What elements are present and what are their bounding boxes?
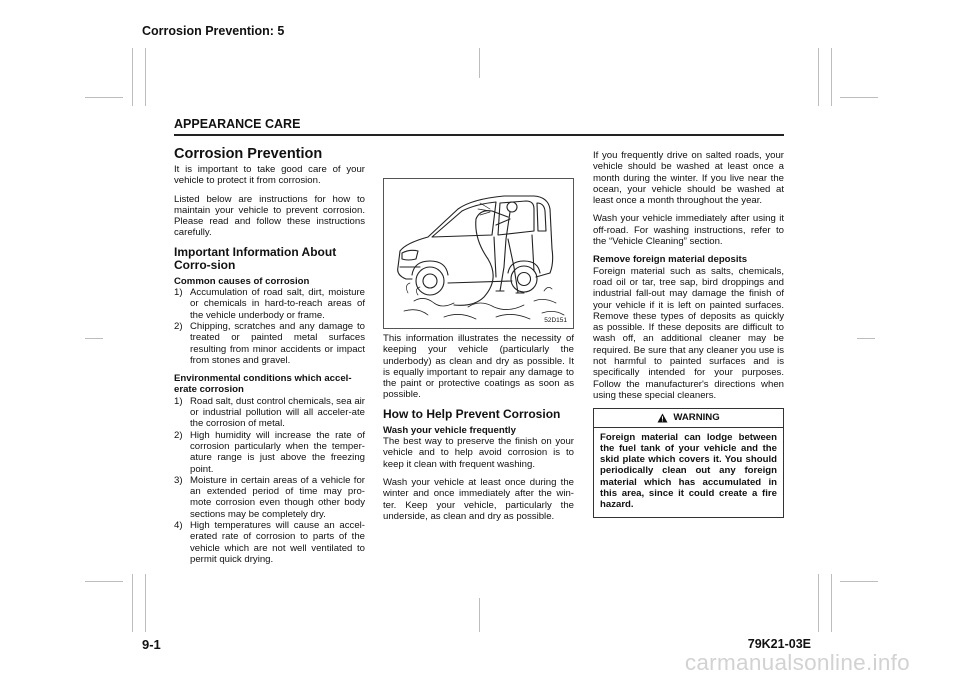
list-item: 2) Chipping, scratches and any damage to treated or painted metal surfaces resulting from minor accidents or impact from stones and gravel.: [174, 320, 365, 366]
watermark: carmanualsonline.info: [684, 650, 910, 675]
page-title: Corrosion Prevention: [174, 146, 323, 162]
remove-deposits-heading: Remove foreign material deposits: [593, 254, 748, 266]
document-code: 79K21-03E: [747, 637, 811, 651]
section-header: APPEARANCE CARE: [174, 117, 301, 131]
column-3: [593, 150, 784, 518]
common-causes-heading: Common causes of corrosion: [174, 275, 310, 287]
wash-heading: Wash your vehicle frequently: [383, 424, 516, 436]
car-washing-illustration: [383, 178, 574, 329]
car-wash-drawing: [384, 179, 573, 328]
crop-mark: [132, 574, 133, 632]
crop-mark: [479, 48, 480, 78]
warning-label: WARNING: [673, 412, 720, 424]
environmental-heading: Environmental conditions which accel-erate corrosion: [174, 373, 352, 396]
header-rule: [174, 134, 784, 136]
common-causes-list: [174, 287, 365, 366]
list-item: 1) Road salt, dust control chemicals, sea air or industrial pollution will all acceler-ate the corrosion of metal.: [174, 395, 365, 430]
list-item: 1) Accumulation of road salt, dirt, moisture or chemicals in hard-to-reach areas of the vehicle underbody or frame.: [174, 287, 365, 321]
off-road-paragraph: Wash your vehicle immediately after using it off-road. For washing instructions, refer to the “Vehicle Cleaning” section.: [593, 213, 784, 248]
crop-mark: [840, 581, 878, 582]
crop-mark: [840, 97, 878, 98]
list-item: 2) High humidity will increase the rate of corrosion particularly when the temper-ature range is just above the freezing point.: [174, 429, 365, 475]
salted-roads-paragraph: If you frequently drive on salted roads, your vehicle should be washed at least once a month during the winter. If you live near the ocean, your vehicle should be washed at least once a month throughout the year.: [593, 150, 784, 207]
important-info-heading: Important Information About Corro-sion: [174, 244, 337, 272]
wash-paragraph: The best way to preserve the finish on your vehicle and to help avoid corrosion is to keep it clean with frequent washing.: [383, 436, 574, 470]
page-number: 9-1: [142, 637, 161, 652]
environmental-list: [174, 396, 365, 565]
warning-box: [593, 408, 784, 517]
crop-mark: [831, 48, 832, 106]
figure-caption: This information illustrates the necessity of keeping your vehicle (particularly the underbody) as clean and dry as possible. It is equally important to repair any damage to the paint or protective coatings as soon as possible.: [383, 333, 574, 401]
crop-mark: [132, 48, 133, 106]
crop-mark: [85, 338, 103, 339]
list-item: 3) Moisture in certain areas of a vehicle for an extended period of time may pro-mote corrosion even though other body sections may be completely dry.: [174, 474, 365, 520]
crop-mark: [145, 574, 146, 632]
crop-mark: [818, 574, 819, 632]
figure-code: 52D151: [544, 316, 567, 324]
list-item: 4) High temperatures will cause an accel-erated rate of corrosion to parts of the vehicle which are not well ventilated to permit quick drying.: [174, 520, 365, 565]
warning-triangle-icon: [657, 413, 668, 423]
crop-mark: [145, 48, 146, 106]
column-2: [383, 178, 574, 529]
intro-paragraph: It is important to take good care of your vehicle to protect it from corrosion.: [174, 164, 365, 187]
warning-text: Foreign material can lodge between the fuel tank of your vehicle and the skid plate which covers it. You should periodically clean out any foreign material which has accumulated in this area, since it could create a fire hazard.: [600, 431, 777, 511]
running-header: Corrosion Prevention: 5: [142, 24, 285, 38]
crop-mark: [831, 574, 832, 632]
remove-deposits-paragraph: Foreign material such as salts, chemicals, road oil or tar, tree sap, bird droppings and industrial fall-out may damage the finish of your vehicle if it is left on painted surfaces. Remove these types of deposits as quickly as possible. If these deposits are difficult to wash off, an additional cleaner may be required. Be sure that any cleaner you use is not harmful to painted surfaces and is specifically intended for your purposes. Follow the manufacturer's directions when using these special cleaners.: [593, 265, 784, 401]
crop-mark: [818, 48, 819, 106]
warning-header: [594, 409, 783, 427]
crop-mark: [85, 581, 123, 582]
crop-mark: [857, 338, 875, 339]
crop-mark: [85, 97, 123, 98]
how-to-heading: How to Help Prevent Corrosion: [383, 406, 561, 421]
wash-paragraph: Wash your vehicle at least once during the winter and once immediately after the win-ter. Keep your vehicle, particularly the underside, as clean and dry as possible.: [383, 476, 574, 522]
crop-mark: [479, 598, 480, 632]
column-1: [174, 143, 365, 572]
intro-paragraph: Listed below are instructions for how to maintain your vehicle to prevent corrosion. Please read and follow these instructions carefully.: [174, 193, 365, 239]
